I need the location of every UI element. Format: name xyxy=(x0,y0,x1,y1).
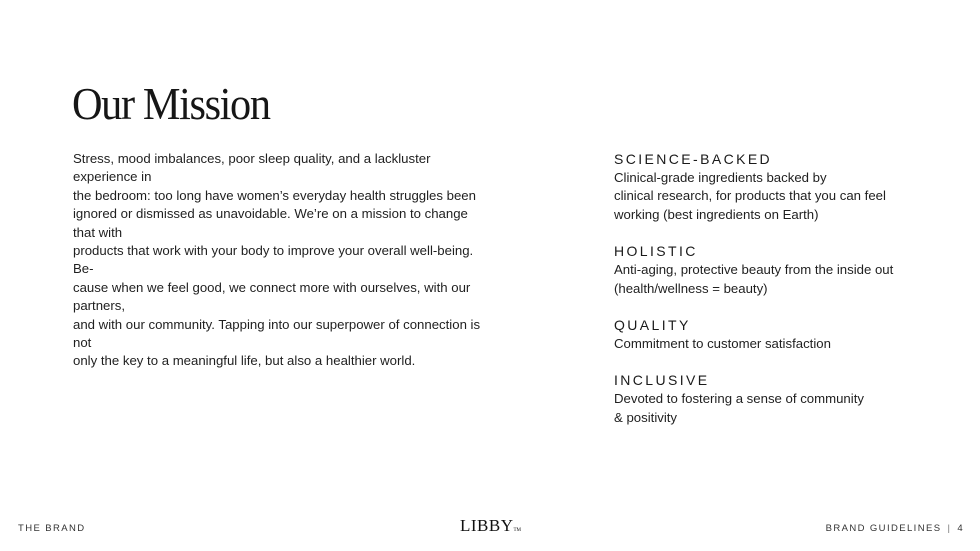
value-line: Devoted to fostering a sense of community xyxy=(614,391,864,407)
footer-section-label: THE BRAND xyxy=(18,523,86,534)
value-line: Commitment to customer satisfaction xyxy=(614,336,831,352)
mission-statement xyxy=(73,150,488,371)
value-description xyxy=(614,261,914,298)
value-inclusive xyxy=(614,371,914,427)
mission-line: and with our community. Tapping into our superpower of connection is not xyxy=(73,316,481,351)
value-science-backed xyxy=(614,150,914,224)
page-number: 4 xyxy=(957,523,964,534)
mission-line: the bedroom: too long have women’s everyday health struggles been xyxy=(73,187,476,203)
brand-logo xyxy=(460,516,521,536)
value-heading: HOLISTIC xyxy=(614,243,698,260)
page-title: Our Mission xyxy=(72,78,270,129)
value-line: Clinical-grade ingredients backed by xyxy=(614,170,827,185)
value-line: working (best ingredients on Earth) xyxy=(614,206,819,222)
value-heading: QUALITY xyxy=(614,317,691,334)
value-heading: INCLUSIVE xyxy=(614,372,710,389)
mission-line: cause when we feel good, we connect more with ourselves, with our partners, xyxy=(73,279,471,314)
value-line: (health/wellness = beauty) xyxy=(614,280,768,296)
value-description xyxy=(614,335,914,353)
footer-separator: | xyxy=(947,523,952,534)
value-line: clinical research, for products that you can feel xyxy=(614,188,886,204)
value-heading: SCIENCE-BACKED xyxy=(614,151,773,167)
value-description xyxy=(614,169,914,224)
footer-doc-name: BRAND GUIDELINES xyxy=(825,523,942,534)
mission-line: Stress, mood imbalances, poor sleep quality, and a lackluster experience in xyxy=(73,151,431,185)
value-description xyxy=(614,390,914,427)
logo-wordmark: LIBBY xyxy=(460,516,514,535)
mission-line: products that work with your body to improve your overall well-being. Be- xyxy=(73,243,474,277)
footer-doc-info xyxy=(826,523,964,534)
mission-line: only the key to a meaningful life, but also a healthier world. xyxy=(73,353,416,369)
value-quality xyxy=(614,316,914,353)
value-line: & positivity xyxy=(614,409,678,425)
brand-values-list xyxy=(614,150,914,445)
value-line: Anti-aging, protective beauty from the inside out xyxy=(614,262,894,278)
logo-trademark: TM xyxy=(513,528,521,533)
value-holistic xyxy=(614,242,914,298)
mission-line: ignored or dismissed as unavoidable. We’re on a mission to change that with xyxy=(73,206,468,240)
